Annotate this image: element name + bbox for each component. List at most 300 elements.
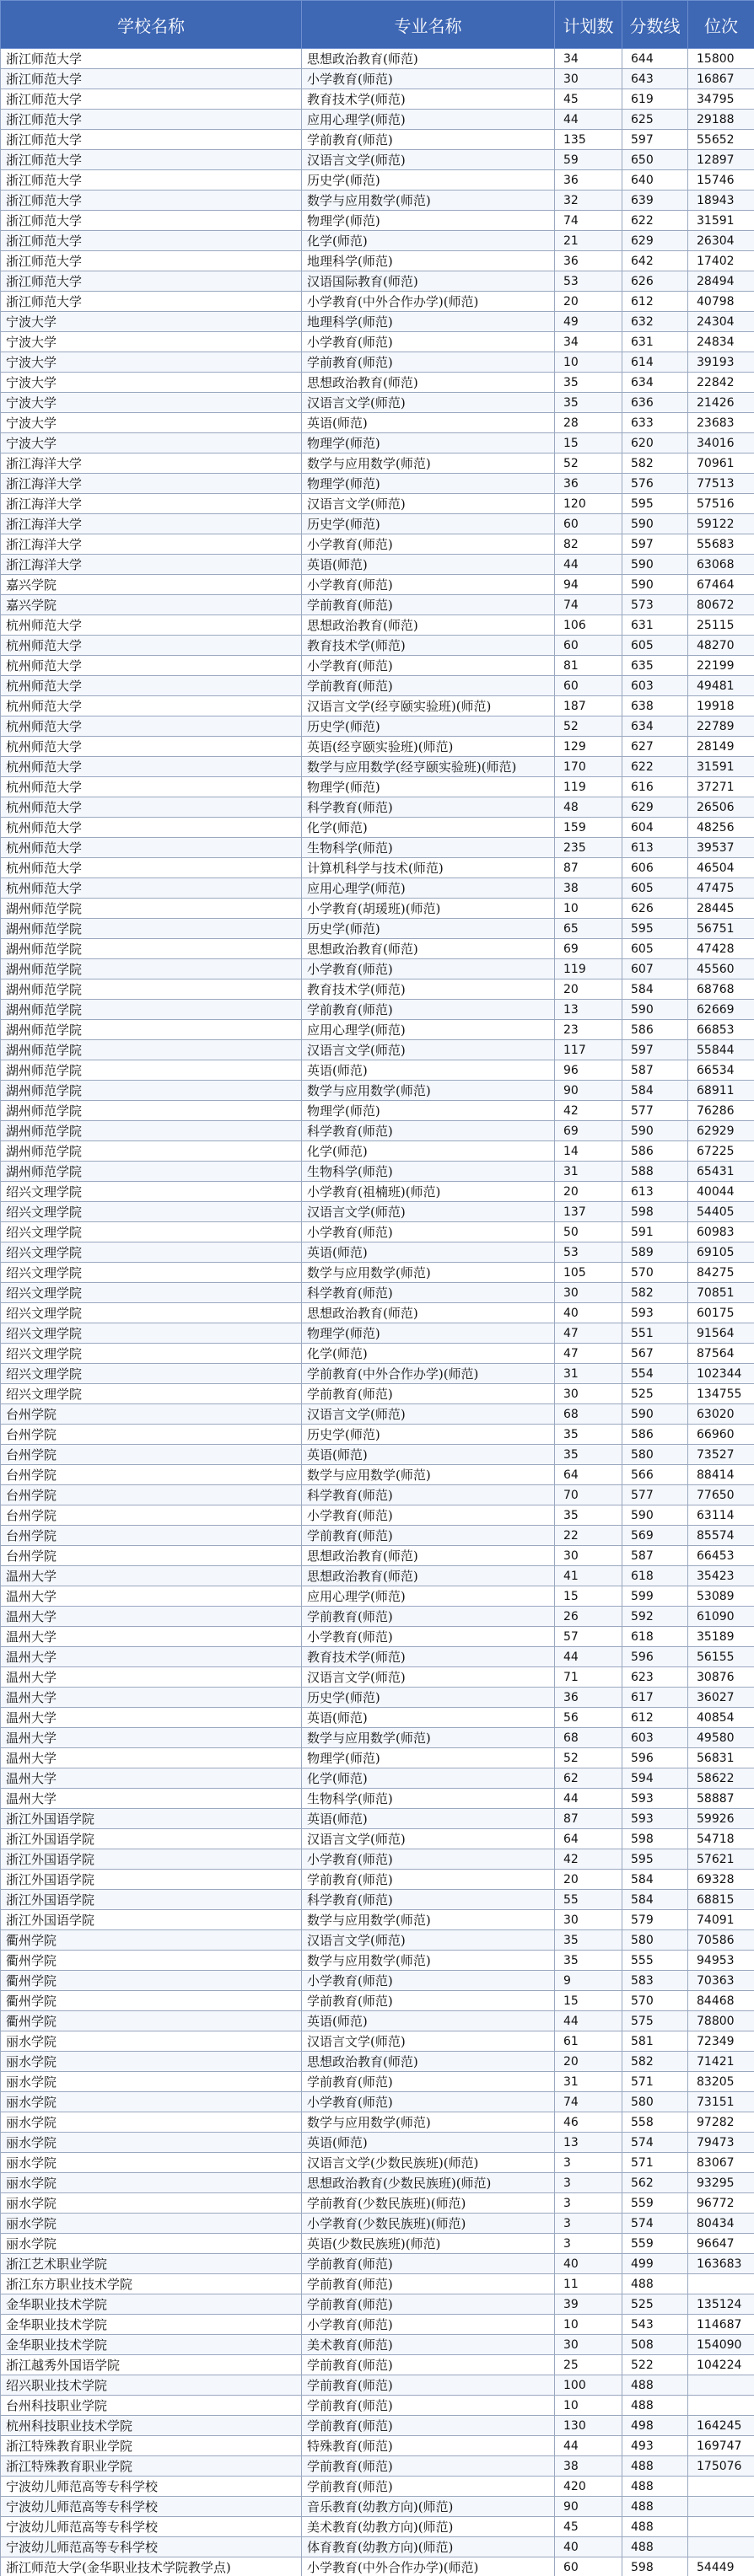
rank-cell: 40798 xyxy=(688,292,754,312)
rank-cell xyxy=(688,2274,754,2294)
school-cell: 浙江师范大学 xyxy=(1,150,302,170)
score-line-cell: 586 xyxy=(622,1425,688,1445)
school-cell: 绍兴文理学院 xyxy=(1,1242,302,1263)
rank-cell: 39193 xyxy=(688,352,754,373)
table-row xyxy=(1,1566,754,1586)
rank-cell: 53089 xyxy=(688,1586,754,1607)
table-row xyxy=(1,110,754,130)
plan-count-cell: 34 xyxy=(555,332,622,352)
table-row xyxy=(1,2416,754,2436)
school-cell: 浙江师范大学 xyxy=(1,271,302,292)
rank-cell: 31591 xyxy=(688,757,754,777)
major-cell: 地理科学(师范) xyxy=(302,312,555,332)
plan-count-cell: 40 xyxy=(555,2537,622,2557)
school-cell: 湖州师范学院 xyxy=(1,919,302,939)
table-row xyxy=(1,251,754,271)
school-cell: 浙江师范大学 xyxy=(1,231,302,251)
plan-count-cell: 49 xyxy=(555,312,622,332)
score-line-cell: 555 xyxy=(622,1951,688,1971)
school-cell: 宁波大学 xyxy=(1,312,302,332)
major-cell: 汉语言文学(师范) xyxy=(302,1829,555,1849)
rank-cell: 91564 xyxy=(688,1323,754,1344)
rank-cell: 28494 xyxy=(688,271,754,292)
plan-count-cell: 119 xyxy=(555,777,622,797)
rank-cell: 48270 xyxy=(688,636,754,656)
major-cell: 应用心理学(师范) xyxy=(302,1020,555,1040)
score-line-cell: 583 xyxy=(622,1971,688,1991)
plan-count-cell: 64 xyxy=(555,1465,622,1485)
table-row xyxy=(1,797,754,818)
score-line-cell: 571 xyxy=(622,2072,688,2092)
rank-cell: 37271 xyxy=(688,777,754,797)
rank-cell: 71421 xyxy=(688,2052,754,2072)
table-row xyxy=(1,575,754,595)
table-row xyxy=(1,1081,754,1101)
school-cell: 杭州师范大学 xyxy=(1,858,302,878)
rank-cell: 46504 xyxy=(688,858,754,878)
score-line-cell: 525 xyxy=(622,2294,688,2315)
rank-cell: 60983 xyxy=(688,1222,754,1242)
plan-count-cell: 100 xyxy=(555,2375,622,2396)
table-row xyxy=(1,2274,754,2294)
rank-cell: 175076 xyxy=(688,2456,754,2477)
school-cell: 台州学院 xyxy=(1,1404,302,1425)
plan-count-cell: 60 xyxy=(555,636,622,656)
plan-count-cell: 90 xyxy=(555,2497,622,2517)
plan-count-cell: 159 xyxy=(555,818,622,838)
plan-count-cell: 137 xyxy=(555,1202,622,1222)
score-line-cell: 590 xyxy=(622,1505,688,1526)
plan-count-cell: 30 xyxy=(555,69,622,89)
plan-count-cell: 35 xyxy=(555,1505,622,1526)
rank-cell: 69105 xyxy=(688,1242,754,1263)
table-row xyxy=(1,1667,754,1688)
major-cell: 英语(师范) xyxy=(302,2011,555,2031)
major-cell: 英语(师范) xyxy=(302,1445,555,1465)
score-line-cell: 629 xyxy=(622,797,688,818)
plan-count-cell: 74 xyxy=(555,595,622,615)
table-row xyxy=(1,2214,754,2234)
score-line-cell: 633 xyxy=(622,413,688,433)
school-cell: 温州大学 xyxy=(1,1607,302,1627)
plan-count-cell: 35 xyxy=(555,393,622,413)
table-row xyxy=(1,2031,754,2052)
plan-count-cell: 22 xyxy=(555,1526,622,1546)
school-cell: 台州学院 xyxy=(1,1485,302,1505)
rank-cell: 56155 xyxy=(688,1647,754,1667)
score-line-cell: 559 xyxy=(622,2234,688,2254)
score-line-cell: 590 xyxy=(622,1000,688,1020)
plan-count-cell: 44 xyxy=(555,1789,622,1809)
school-cell: 衢州学院 xyxy=(1,1930,302,1951)
plan-count-cell: 10 xyxy=(555,899,622,919)
plan-count-cell: 170 xyxy=(555,757,622,777)
score-line-cell: 584 xyxy=(622,1870,688,1890)
score-line-cell: 607 xyxy=(622,959,688,979)
rank-cell: 63114 xyxy=(688,1505,754,1526)
rank-cell: 83067 xyxy=(688,2153,754,2173)
plan-count-cell: 36 xyxy=(555,1688,622,1708)
score-line-cell: 498 xyxy=(622,2416,688,2436)
plan-count-cell: 82 xyxy=(555,534,622,555)
school-cell: 宁波幼儿师范高等专科学校 xyxy=(1,2537,302,2557)
rank-cell: 85574 xyxy=(688,1526,754,1546)
plan-count-cell: 50 xyxy=(555,1222,622,1242)
major-cell: 汉语言文学(师范) xyxy=(302,1667,555,1688)
major-cell: 数学与应用数学(师范) xyxy=(302,1263,555,1283)
rank-cell: 63020 xyxy=(688,1404,754,1425)
score-line-cell: 639 xyxy=(622,191,688,211)
rank-cell: 18943 xyxy=(688,191,754,211)
plan-count-cell: 20 xyxy=(555,1870,622,1890)
plan-count-cell: 45 xyxy=(555,2517,622,2537)
table-row xyxy=(1,2436,754,2456)
plan-count-cell: 3 xyxy=(555,2234,622,2254)
major-cell: 汉语言文学(师范) xyxy=(302,1404,555,1425)
score-line-cell: 627 xyxy=(622,737,688,757)
rank-cell: 15746 xyxy=(688,170,754,191)
table-row xyxy=(1,656,754,676)
rank-cell: 35189 xyxy=(688,1627,754,1647)
plan-count-cell: 38 xyxy=(555,2456,622,2477)
rank-cell: 68911 xyxy=(688,1081,754,1101)
rank-cell: 57516 xyxy=(688,494,754,514)
major-cell: 思想政治教育(师范) xyxy=(302,939,555,959)
plan-count-cell: 30 xyxy=(555,2335,622,2355)
score-line-cell: 593 xyxy=(622,1303,688,1323)
school-cell: 绍兴文理学院 xyxy=(1,1344,302,1364)
rank-cell: 24834 xyxy=(688,332,754,352)
score-line-cell: 488 xyxy=(622,2537,688,2557)
table-row xyxy=(1,2193,754,2214)
table-row xyxy=(1,2011,754,2031)
score-line-cell: 631 xyxy=(622,615,688,636)
table-row xyxy=(1,2173,754,2193)
major-cell: 化学(师范) xyxy=(302,1768,555,1789)
score-line-cell: 595 xyxy=(622,1849,688,1870)
rank-cell: 21426 xyxy=(688,393,754,413)
table-row xyxy=(1,1991,754,2011)
score-line-cell: 584 xyxy=(622,1890,688,1910)
table-row xyxy=(1,1607,754,1627)
major-cell: 化学(师范) xyxy=(302,818,555,838)
school-cell: 浙江师范大学 xyxy=(1,191,302,211)
major-cell: 学前教育(师范) xyxy=(302,2396,555,2416)
rank-cell: 88414 xyxy=(688,1465,754,1485)
score-line-cell: 589 xyxy=(622,1242,688,1263)
plan-count-cell: 135 xyxy=(555,130,622,150)
rank-cell: 70363 xyxy=(688,1971,754,1991)
school-cell: 衢州学院 xyxy=(1,2011,302,2031)
table-row xyxy=(1,555,754,575)
rank-cell: 15800 xyxy=(688,49,754,69)
major-cell: 小学教育(师范) xyxy=(302,959,555,979)
school-cell: 杭州师范大学 xyxy=(1,797,302,818)
school-cell: 丽水学院 xyxy=(1,2234,302,2254)
table-row xyxy=(1,1283,754,1303)
plan-count-cell: 52 xyxy=(555,716,622,737)
plan-count-cell: 119 xyxy=(555,959,622,979)
plan-count-cell: 60 xyxy=(555,676,622,696)
table-row xyxy=(1,2557,754,2576)
score-line-cell: 596 xyxy=(622,1748,688,1768)
score-line-cell: 558 xyxy=(622,2112,688,2133)
plan-count-cell: 14 xyxy=(555,1141,622,1162)
rank-cell: 94953 xyxy=(688,1951,754,1971)
plan-count-cell: 40 xyxy=(555,1303,622,1323)
plan-count-cell: 39 xyxy=(555,2294,622,2315)
plan-count-cell: 105 xyxy=(555,1263,622,1283)
major-cell: 学前教育(师范) xyxy=(302,2456,555,2477)
rank-cell: 54718 xyxy=(688,1829,754,1849)
table-row xyxy=(1,130,754,150)
score-line-cell: 612 xyxy=(622,292,688,312)
score-line-cell: 622 xyxy=(622,757,688,777)
score-line-cell: 499 xyxy=(622,2254,688,2274)
score-line-cell: 575 xyxy=(622,2011,688,2031)
plan-count-cell: 60 xyxy=(555,514,622,534)
major-cell: 小学教育(师范) xyxy=(302,69,555,89)
plan-count-cell: 26 xyxy=(555,1607,622,1627)
major-cell: 小学教育(师范) xyxy=(302,656,555,676)
plan-count-cell: 53 xyxy=(555,1242,622,1263)
score-line-cell: 598 xyxy=(622,2557,688,2576)
score-line-cell: 617 xyxy=(622,1688,688,1708)
score-line-cell: 631 xyxy=(622,332,688,352)
table-row xyxy=(1,1263,754,1283)
school-cell: 浙江特殊教育职业学院 xyxy=(1,2456,302,2477)
rank-cell: 49580 xyxy=(688,1728,754,1748)
score-line-cell: 580 xyxy=(622,2092,688,2112)
rank-cell: 114687 xyxy=(688,2315,754,2335)
score-line-cell: 488 xyxy=(622,2517,688,2537)
score-line-cell: 566 xyxy=(622,1465,688,1485)
major-cell: 学前教育(师范) xyxy=(302,1607,555,1627)
score-line-cell: 573 xyxy=(622,595,688,615)
score-line-cell: 613 xyxy=(622,1182,688,1202)
rank-cell: 135124 xyxy=(688,2294,754,2315)
major-cell: 教育技术学(师范) xyxy=(302,636,555,656)
major-cell: 物理学(师范) xyxy=(302,211,555,231)
major-cell: 英语(师范) xyxy=(302,1708,555,1728)
rank-cell: 169747 xyxy=(688,2436,754,2456)
table-row xyxy=(1,1789,754,1809)
table-row xyxy=(1,1768,754,1789)
rank-cell: 55652 xyxy=(688,130,754,150)
score-line-cell: 571 xyxy=(622,2153,688,2173)
school-cell: 温州大学 xyxy=(1,1647,302,1667)
table-row xyxy=(1,2092,754,2112)
major-cell: 科学教育(师范) xyxy=(302,797,555,818)
school-cell: 衢州学院 xyxy=(1,1991,302,2011)
major-cell: 汉语言文学(师范) xyxy=(302,1930,555,1951)
table-row xyxy=(1,1688,754,1708)
score-line-cell: 616 xyxy=(622,777,688,797)
rank-cell xyxy=(688,2396,754,2416)
plan-count-cell: 11 xyxy=(555,2274,622,2294)
table-row xyxy=(1,433,754,453)
major-cell: 汉语言文学(师范) xyxy=(302,2031,555,2052)
school-cell: 浙江艺术职业学院 xyxy=(1,2254,302,2274)
rank-cell: 93295 xyxy=(688,2173,754,2193)
school-cell: 浙江师范大学 xyxy=(1,89,302,110)
score-line-cell: 604 xyxy=(622,818,688,838)
school-cell: 台州科技职业学院 xyxy=(1,2396,302,2416)
major-cell: 数学与应用数学(师范) xyxy=(302,191,555,211)
score-line-cell: 570 xyxy=(622,1991,688,2011)
school-cell: 台州学院 xyxy=(1,1465,302,1485)
table-row xyxy=(1,150,754,170)
school-cell: 宁波幼儿师范高等专科学校 xyxy=(1,2477,302,2497)
major-cell: 数学与应用数学(师范) xyxy=(302,1728,555,1748)
score-line-cell: 580 xyxy=(622,1445,688,1465)
major-cell: 学前教育(师范) xyxy=(302,2355,555,2375)
table-row xyxy=(1,1323,754,1344)
table-row xyxy=(1,1202,754,1222)
table-row xyxy=(1,2355,754,2375)
school-cell: 台州学院 xyxy=(1,1505,302,1526)
score-line-cell: 605 xyxy=(622,878,688,899)
rank-cell: 73151 xyxy=(688,2092,754,2112)
plan-count-cell: 34 xyxy=(555,49,622,69)
table-row xyxy=(1,2072,754,2092)
rank-cell: 67464 xyxy=(688,575,754,595)
school-cell: 浙江外国语学院 xyxy=(1,1910,302,1930)
major-cell: 学前教育(师范) xyxy=(302,2294,555,2315)
school-cell: 杭州师范大学 xyxy=(1,716,302,737)
rank-cell: 68768 xyxy=(688,979,754,1000)
score-line-cell: 618 xyxy=(622,1566,688,1586)
rank-cell: 59122 xyxy=(688,514,754,534)
score-line-cell: 597 xyxy=(622,534,688,555)
major-cell: 小学教育(师范) xyxy=(302,332,555,352)
plan-count-cell: 20 xyxy=(555,2052,622,2072)
score-line-cell: 629 xyxy=(622,231,688,251)
plan-count-cell: 74 xyxy=(555,211,622,231)
plan-count-cell: 41 xyxy=(555,1566,622,1586)
rank-cell xyxy=(688,2497,754,2517)
rank-cell: 60175 xyxy=(688,1303,754,1323)
major-cell: 小学教育(师范) xyxy=(302,1505,555,1526)
plan-count-cell: 64 xyxy=(555,1829,622,1849)
major-cell: 物理学(师范) xyxy=(302,433,555,453)
plan-count-cell: 420 xyxy=(555,2477,622,2497)
table-row xyxy=(1,939,754,959)
major-cell: 数学与应用数学(师范) xyxy=(302,1081,555,1101)
major-cell: 汉语言文学(师范) xyxy=(302,150,555,170)
school-cell: 宁波大学 xyxy=(1,393,302,413)
score-line-cell: 599 xyxy=(622,1586,688,1607)
rank-cell: 84468 xyxy=(688,1991,754,2011)
school-cell: 浙江海洋大学 xyxy=(1,514,302,534)
major-cell: 英语(师范) xyxy=(302,413,555,433)
rank-cell: 22842 xyxy=(688,373,754,393)
school-cell: 湖州师范学院 xyxy=(1,959,302,979)
score-line-cell: 634 xyxy=(622,373,688,393)
score-line-cell: 587 xyxy=(622,1546,688,1566)
table-row xyxy=(1,696,754,716)
table-row xyxy=(1,1182,754,1202)
score-line-cell: 635 xyxy=(622,656,688,676)
major-cell: 思想政治教育(师范) xyxy=(302,1303,555,1323)
school-cell: 湖州师范学院 xyxy=(1,979,302,1000)
table-row xyxy=(1,231,754,251)
major-cell: 小学教育(少数民族班)(师范) xyxy=(302,2214,555,2234)
plan-count-cell: 59 xyxy=(555,150,622,170)
plan-count-cell: 187 xyxy=(555,696,622,716)
score-line-cell: 590 xyxy=(622,1404,688,1425)
major-cell: 英语(经亨颐实验班)(师范) xyxy=(302,737,555,757)
header-rank: 位次 xyxy=(688,1,754,49)
school-cell: 绍兴文理学院 xyxy=(1,1384,302,1404)
score-line-cell: 620 xyxy=(622,433,688,453)
major-cell: 小学教育(师范) xyxy=(302,1849,555,1870)
major-cell: 学前教育(师范) xyxy=(302,1384,555,1404)
school-cell: 丽水学院 xyxy=(1,2214,302,2234)
score-line-cell: 574 xyxy=(622,2214,688,2234)
major-cell: 应用心理学(师范) xyxy=(302,1586,555,1607)
rank-cell: 59926 xyxy=(688,1809,754,1829)
table-row xyxy=(1,2517,754,2537)
score-line-cell: 626 xyxy=(622,271,688,292)
table-row xyxy=(1,1829,754,1849)
score-line-cell: 623 xyxy=(622,1667,688,1688)
table-row xyxy=(1,1425,754,1445)
score-line-cell: 576 xyxy=(622,474,688,494)
major-cell: 思想政治教育(师范) xyxy=(302,615,555,636)
rank-cell: 49481 xyxy=(688,676,754,696)
score-line-cell: 618 xyxy=(622,1627,688,1647)
school-cell: 绍兴文理学院 xyxy=(1,1283,302,1303)
score-line-cell: 570 xyxy=(622,1263,688,1283)
plan-count-cell: 71 xyxy=(555,1667,622,1688)
major-cell: 科学教育(师范) xyxy=(302,1485,555,1505)
score-line-cell: 613 xyxy=(622,838,688,858)
school-cell: 浙江师范大学 xyxy=(1,170,302,191)
rank-cell: 67225 xyxy=(688,1141,754,1162)
major-cell: 物理学(师范) xyxy=(302,777,555,797)
plan-count-cell: 10 xyxy=(555,2315,622,2335)
plan-count-cell: 35 xyxy=(555,1445,622,1465)
score-line-cell: 581 xyxy=(622,2031,688,2052)
school-cell: 绍兴文理学院 xyxy=(1,1202,302,1222)
major-cell: 汉语言文学(师范) xyxy=(302,494,555,514)
plan-count-cell: 15 xyxy=(555,1991,622,2011)
major-cell: 思想政治教育(师范) xyxy=(302,49,555,69)
school-cell: 绍兴文理学院 xyxy=(1,1263,302,1283)
plan-count-cell: 21 xyxy=(555,231,622,251)
score-line-cell: 592 xyxy=(622,1607,688,1627)
header-row xyxy=(1,1,754,49)
rank-cell: 62929 xyxy=(688,1121,754,1141)
plan-count-cell: 52 xyxy=(555,1748,622,1768)
table-row xyxy=(1,1809,754,1829)
rank-cell: 73527 xyxy=(688,1445,754,1465)
school-cell: 温州大学 xyxy=(1,1688,302,1708)
school-cell: 宁波幼儿师范高等专科学校 xyxy=(1,2517,302,2537)
school-cell: 杭州师范大学 xyxy=(1,696,302,716)
rank-cell: 154090 xyxy=(688,2335,754,2355)
school-cell: 浙江海洋大学 xyxy=(1,453,302,474)
plan-count-cell: 117 xyxy=(555,1040,622,1060)
score-line-cell: 638 xyxy=(622,696,688,716)
major-cell: 科学教育(师范) xyxy=(302,1890,555,1910)
major-cell: 汉语言文学(师范) xyxy=(302,1202,555,1222)
table-row xyxy=(1,2052,754,2072)
school-cell: 温州大学 xyxy=(1,1768,302,1789)
table-row xyxy=(1,899,754,919)
plan-count-cell: 74 xyxy=(555,2092,622,2112)
